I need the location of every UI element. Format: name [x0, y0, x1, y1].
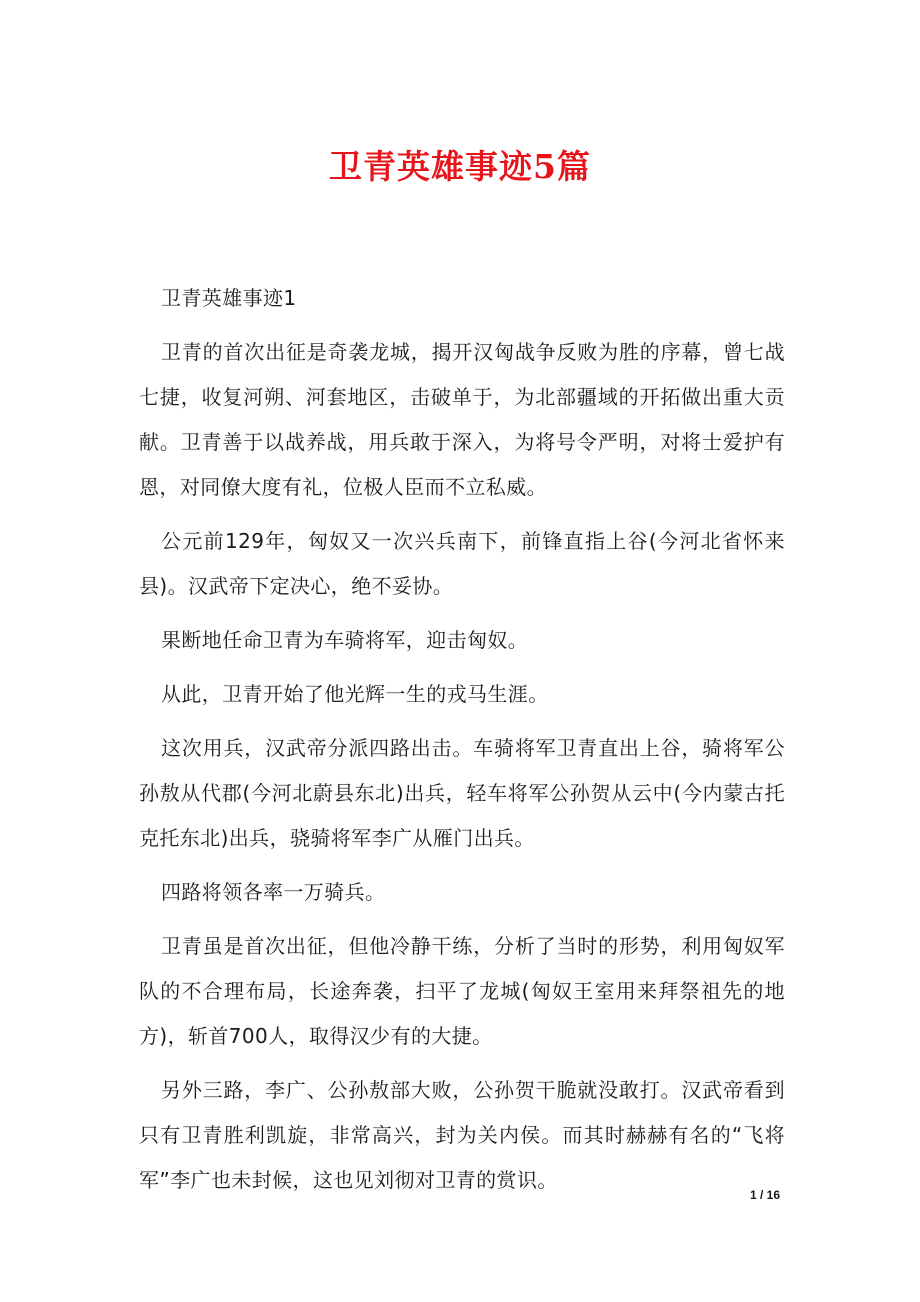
paragraph: 四路将领各率一万骑兵。	[161, 880, 386, 904]
paragraph: 果断地任命卫青为车骑将军，迎击匈奴。	[161, 628, 529, 652]
section-heading: 卫青英雄事迹1	[161, 286, 297, 310]
document-title: 卫青英雄事迹5篇	[329, 147, 591, 186]
paragraph: 这次用兵，汉武帝分派四路出击。车骑将军卫青直出上谷，骑将军公孙敖从代郡(今河北蔚县东北)出兵，轻车将军公孙贺从云中(今内蒙古托克托东北)出兵，骁骑将军李广从雁门出兵。	[139, 736, 785, 850]
page-number: 1 / 16	[749, 1188, 780, 1202]
paragraph: 另外三路，李广、公孙敖部大败，公孙贺干脆就没敢打。汉武帝看到只有卫青胜利凯旋，非常高兴，封为关内侯。而其时赫赫有名的“飞将军”李广也未封候，这也见刘彻对卫青的赏识。	[139, 1078, 785, 1192]
document-body	[139, 276, 785, 1212]
paragraph: 从此，卫青开始了他光辉一生的戎马生涯。	[161, 682, 549, 706]
paragraph: 公元前129年，匈奴又一次兴兵南下，前锋直指上谷(今河北省怀来县)。汉武帝下定决心，绝不妥协。	[139, 529, 785, 598]
paragraph: 卫青的首次出征是奇袭龙城，揭开汉匈战争反败为胜的序幕，曾七战七捷，收复河朔、河套地区，击破单于，为北部疆域的开拓做出重大贡献。卫青善于以战养战，用兵敢于深入，为将号令严明，对将士爱护有恩，对同僚大度有礼，位极人臣而不立私威。	[139, 340, 785, 499]
paragraph: 卫青虽是首次出征，但他冷静干练，分析了当时的形势，利用匈奴军队的不合理布局，长途奔袭，扫平了龙城(匈奴王室用来拜祭祖先的地方)，斩首700人，取得汉少有的大捷。	[139, 934, 785, 1048]
